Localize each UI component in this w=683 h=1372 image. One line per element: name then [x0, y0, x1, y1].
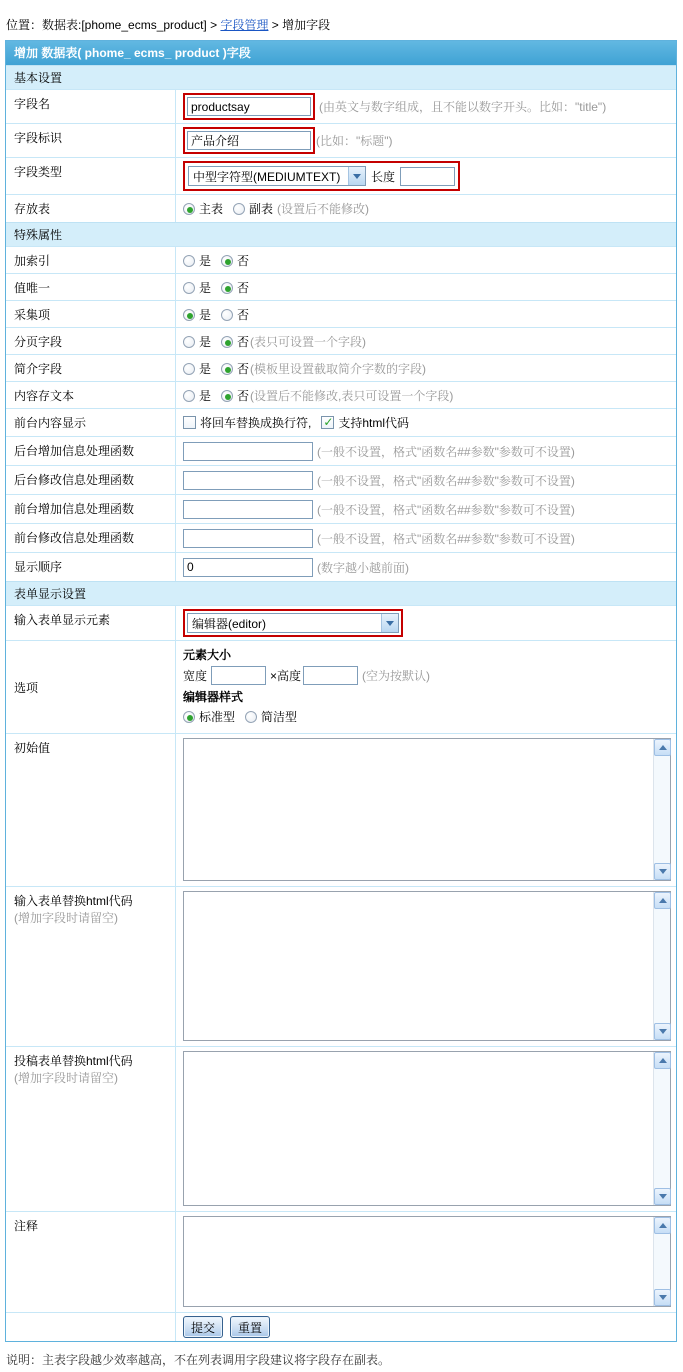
intro-field-yes-radio[interactable]	[183, 363, 195, 375]
post-form-html-sublabel: (增加字段时请留空)	[14, 1071, 118, 1085]
initial-value-textarea[interactable]	[184, 739, 653, 880]
add-index-yes-radio[interactable]	[183, 255, 195, 267]
display-order-label: 显示顺序	[6, 553, 176, 581]
submit-button[interactable]: 提交	[183, 1316, 223, 1338]
panel-title: 增加 数据表( phome_ ecms_ product )字段	[6, 41, 676, 65]
comment-label: 注释	[6, 1212, 176, 1312]
text-store-yes-radio[interactable]	[183, 390, 195, 402]
section-basic-settings: 基本设置	[6, 65, 676, 89]
comment-textarea-wrap	[183, 1216, 671, 1307]
no-label: 否	[237, 280, 250, 295]
form-element-selected-value: 编辑器(editor)	[192, 616, 267, 631]
display-order-hint: (数字越小越前面)	[317, 560, 409, 575]
actions-label-empty	[6, 1313, 176, 1341]
field-name-input[interactable]	[187, 97, 311, 116]
scrollbar-down-icon[interactable]	[654, 1023, 671, 1040]
yes-label: 是	[199, 388, 212, 403]
row-unique	[6, 273, 676, 300]
reset-button[interactable]: 重置	[230, 1316, 270, 1338]
yes-label: 是	[199, 253, 212, 268]
section-special-attributes: 特殊属性	[6, 222, 676, 246]
field-title-input[interactable]	[187, 131, 311, 150]
fn-edit-back-hint: (一般不设置，格式"函数名##参数"参数可不设置)	[317, 473, 575, 488]
display-order-input[interactable]	[183, 558, 313, 577]
fn-edit-back-label: 后台修改信息处理函数	[6, 466, 176, 494]
unique-yes-radio[interactable]	[183, 282, 195, 294]
row-intro-field	[6, 354, 676, 381]
no-label: 否	[237, 307, 250, 322]
scrollbar[interactable]	[653, 1052, 670, 1205]
collect-yes-radio[interactable]	[183, 309, 195, 321]
comment-textarea[interactable]	[184, 1217, 653, 1306]
row-input-form-html	[6, 886, 676, 1046]
field-name-hint: (由英文与数字组成，且不能以数字开头。比如："title")	[319, 100, 607, 114]
scrollbar-up-icon[interactable]	[654, 1217, 671, 1234]
width-label: 宽度	[183, 669, 208, 683]
editor-style-simple-radio[interactable]	[245, 711, 257, 723]
row-fn-add-front	[6, 494, 676, 523]
breadcrumb-link-field-manage[interactable]: 字段管理	[220, 18, 269, 32]
scrollbar-up-icon[interactable]	[654, 1052, 671, 1069]
input-form-html-textarea-wrap	[183, 891, 671, 1041]
post-form-html-textarea-wrap	[183, 1051, 671, 1206]
footer-note: 说明：主表字段越少效率越高，不在列表调用字段建议将字段存在副表。	[6, 1353, 391, 1367]
no-label: 否	[237, 253, 250, 268]
field-title-label: 字段标识	[6, 124, 176, 157]
row-comment	[6, 1211, 676, 1312]
fn-edit-front-hint: (一般不设置，格式"函数名##参数"参数可不设置)	[317, 531, 575, 546]
text-store-hint: (设置后不能修改,表只可设置一个字段)	[250, 388, 454, 403]
fn-add-back-label: 后台增加信息处理函数	[6, 437, 176, 465]
newline-checkbox-label: 将回车替换成换行符,	[200, 416, 312, 430]
height-label: ×高度	[270, 669, 302, 683]
width-input[interactable]	[211, 666, 266, 685]
html-support-checkbox-label: 支持html代码	[338, 416, 410, 430]
row-front-display	[6, 408, 676, 436]
row-field-title	[6, 123, 676, 157]
unique-label: 值唯一	[6, 274, 176, 300]
form-element-label: 输入表单显示元素	[6, 606, 176, 640]
page-field-no-radio[interactable]	[221, 336, 233, 348]
unique-no-radio[interactable]	[221, 282, 233, 294]
post-form-html-label-text: 投稿表单替换html代码	[14, 1054, 133, 1068]
form-element-select[interactable]	[187, 613, 399, 633]
no-label: 否	[237, 388, 250, 403]
row-field-type	[6, 157, 676, 194]
row-page-field	[6, 327, 676, 354]
scrollbar-down-icon[interactable]	[654, 1188, 671, 1205]
field-title-hint: (比如："标题")	[316, 134, 393, 148]
yes-label: 是	[199, 280, 212, 295]
add-index-no-radio[interactable]	[221, 255, 233, 267]
intro-field-no-radio[interactable]	[221, 363, 233, 375]
input-form-html-textarea[interactable]	[184, 892, 653, 1040]
breadcrumb-prefix: 位置：数据表:[phome_ecms_product] >	[6, 18, 218, 32]
element-size-title: 元素大小	[183, 648, 232, 662]
no-label: 否	[237, 361, 250, 376]
fn-add-front-hint: (一般不设置，格式"函数名##参数"参数可不设置)	[317, 502, 575, 517]
fn-add-back-input[interactable]	[183, 442, 313, 461]
text-store-no-radio[interactable]	[221, 390, 233, 402]
section-form-display-settings: 表单显示设置	[6, 581, 676, 605]
yes-label: 是	[199, 361, 212, 376]
scrollbar[interactable]	[653, 892, 670, 1040]
size-hint: (空为按默认)	[362, 669, 431, 683]
yes-label: 是	[199, 334, 212, 349]
breadcrumb-current: 增加字段	[282, 18, 331, 32]
field-type-select[interactable]	[188, 166, 366, 186]
scrollbar[interactable]	[653, 739, 670, 880]
fn-edit-back-input[interactable]	[183, 471, 313, 490]
initial-value-textarea-wrap	[183, 738, 671, 881]
row-collect-item	[6, 300, 676, 327]
annotation-box-form-element	[183, 609, 403, 637]
scrollbar-down-icon[interactable]	[654, 863, 671, 880]
editor-style-title: 编辑器样式	[183, 690, 244, 704]
annotation-box-field-title	[183, 127, 315, 154]
annotation-box-field-type	[183, 161, 460, 191]
row-post-form-html	[6, 1046, 676, 1211]
chevron-down-icon[interactable]	[381, 614, 398, 632]
height-input[interactable]	[303, 666, 358, 685]
row-initial-value	[6, 733, 676, 886]
newline-checkbox[interactable]	[183, 416, 196, 429]
add-field-panel	[5, 40, 677, 1342]
row-fn-edit-back	[6, 465, 676, 494]
row-options	[6, 640, 676, 733]
row-fn-edit-front	[6, 523, 676, 552]
collect-no-radio[interactable]	[221, 309, 233, 321]
fn-edit-front-label: 前台修改信息处理函数	[6, 524, 176, 552]
store-main-radio[interactable]	[183, 203, 195, 215]
options-label	[6, 641, 176, 733]
fn-add-back-hint: (一般不设置，格式"函数名##参数"参数可不设置)	[317, 444, 575, 459]
post-form-html-label	[6, 1047, 176, 1211]
row-form-element	[6, 605, 676, 640]
intro-field-hint: (模板里设置截取简介字数的字段)	[250, 361, 427, 376]
add-index-label: 加索引	[6, 247, 176, 273]
annotation-box-field-name	[183, 93, 315, 120]
store-sub-label: 副表	[249, 202, 274, 216]
collect-item-label: 采集项	[6, 301, 176, 327]
html-support-checkbox[interactable]	[321, 416, 334, 429]
field-type-selected-value: 中型字符型(MEDIUMTEXT)	[193, 169, 341, 184]
field-length-label: 长度	[371, 169, 396, 184]
scrollbar-down-icon[interactable]	[654, 1289, 671, 1306]
fn-edit-front-input[interactable]	[183, 529, 313, 548]
store-table-label: 存放表	[6, 195, 176, 222]
page-field-label: 分页字段	[6, 328, 176, 354]
initial-value-label: 初始值	[6, 734, 176, 886]
no-label: 否	[237, 334, 250, 349]
editor-style-simple-label: 简洁型	[261, 710, 298, 724]
store-main-label: 主表	[199, 202, 224, 216]
editor-style-standard-radio[interactable]	[183, 711, 195, 723]
field-length-input[interactable]	[400, 167, 455, 186]
input-form-html-label-text: 输入表单替换html代码	[14, 894, 133, 908]
chevron-down-icon[interactable]	[348, 167, 365, 185]
field-name-label: 字段名	[6, 90, 176, 123]
breadcrumb-separator: >	[271, 18, 279, 32]
row-field-name	[6, 89, 676, 123]
scrollbar-up-icon[interactable]	[654, 892, 671, 909]
page-field-yes-radio[interactable]	[183, 336, 195, 348]
breadcrumb	[0, 0, 683, 40]
page-field-hint: (表只可设置一个字段)	[250, 334, 367, 349]
fn-add-front-input[interactable]	[183, 500, 313, 519]
row-text-store	[6, 381, 676, 408]
store-sub-radio[interactable]	[233, 203, 245, 215]
store-table-hint: (设置后不能修改)	[277, 202, 370, 216]
post-form-html-textarea[interactable]	[184, 1052, 653, 1205]
fn-add-front-label: 前台增加信息处理函数	[6, 495, 176, 523]
input-form-html-label	[6, 887, 176, 1046]
intro-field-label: 简介字段	[6, 355, 176, 381]
row-fn-add-back	[6, 436, 676, 465]
scrollbar[interactable]	[653, 1217, 670, 1306]
row-add-index	[6, 246, 676, 273]
row-display-order	[6, 552, 676, 581]
options-label-text: 选项	[14, 681, 39, 695]
field-type-label: 字段类型	[6, 158, 176, 194]
front-display-label: 前台内容显示	[6, 409, 176, 436]
scrollbar-up-icon[interactable]	[654, 739, 671, 756]
yes-label: 是	[199, 307, 212, 322]
editor-style-standard-label: 标准型	[199, 710, 236, 724]
input-form-html-sublabel: (增加字段时请留空)	[14, 911, 118, 925]
row-store-table	[6, 194, 676, 222]
row-actions	[6, 1312, 676, 1341]
text-store-label: 内容存文本	[6, 382, 176, 408]
